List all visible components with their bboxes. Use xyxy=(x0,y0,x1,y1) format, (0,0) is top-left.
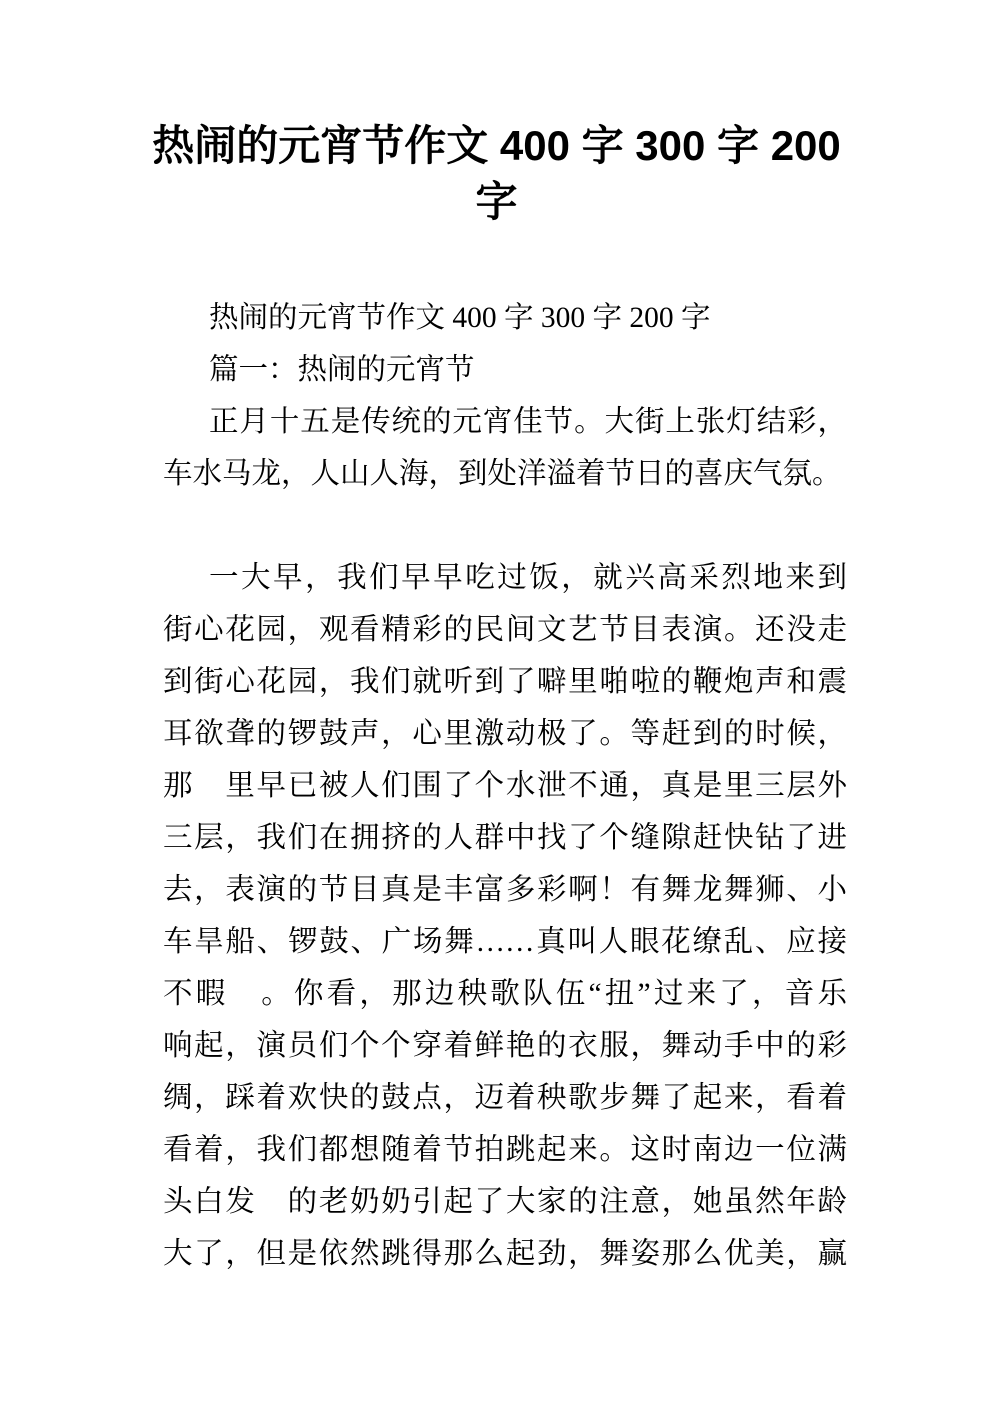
text-line: 那 里早已被人们围了个水泄不通，真是里三层外 xyxy=(163,770,847,802)
text-line: 车水马龙，人山人海，到处洋溢着节日的喜庆气氛。 xyxy=(163,458,842,490)
document-title xyxy=(0,0,993,230)
text-line: 三层，我们在拥挤的人群中找了个缝隙赶快钻了进 xyxy=(163,822,847,854)
paragraph-1 xyxy=(163,396,847,500)
text-line: 篇一：热闹的元宵节 xyxy=(209,354,475,386)
text-line: 大了，但是依然跳得那么起劲，舞姿那么优美，赢 xyxy=(163,1238,847,1270)
text-line: 正月十五是传统的元宵佳节。大街上张灯结彩， xyxy=(209,406,847,438)
section-heading xyxy=(163,344,847,396)
text-line: 到街心花园，我们就听到了噼里啪啦的鞭炮声和震 xyxy=(163,666,847,698)
text-line: 去，表演的节目真是丰富多彩啊！有舞龙舞狮、小 xyxy=(163,874,847,906)
text-line: 热闹的元宵节作文 400 字 300 字 200 字 xyxy=(209,302,711,334)
paragraph-2 xyxy=(163,552,847,1280)
text-line: 看着，我们都想随着节拍跳起来。这时南边一位满 xyxy=(163,1134,847,1166)
text-line: 车旱船、锣鼓、广场舞……真叫人眼花缭乱、应接 xyxy=(163,926,847,958)
text-line: 不暇 。你看，那边秧歌队伍“扭”过来了，音乐 xyxy=(163,978,847,1010)
document-title-line-1: 热闹的元宵节作文 400 字 300 字 200 xyxy=(152,122,841,169)
text-line: 一大早，我们早早吃过饭，就兴高采烈地来到 xyxy=(209,562,847,594)
subtitle xyxy=(163,292,847,344)
document-title-line-2: 字 xyxy=(475,178,518,225)
text-line: 响起，演员们个个穿着鲜艳的衣服，舞动手中的彩 xyxy=(163,1030,847,1062)
text-line: 耳欲聋的锣鼓声，心里激动极了。等赶到的时候， xyxy=(163,718,847,750)
text-line: 绸，踩着欢快的鼓点，迈着秧歌步舞了起来，看着 xyxy=(163,1082,847,1114)
text-line: 头白发 的老奶奶引起了大家的注意，她虽然年龄 xyxy=(163,1186,847,1218)
text-line: 街心花园，观看精彩的民间文艺节目表演。还没走 xyxy=(163,614,847,646)
document-body xyxy=(163,292,847,1280)
